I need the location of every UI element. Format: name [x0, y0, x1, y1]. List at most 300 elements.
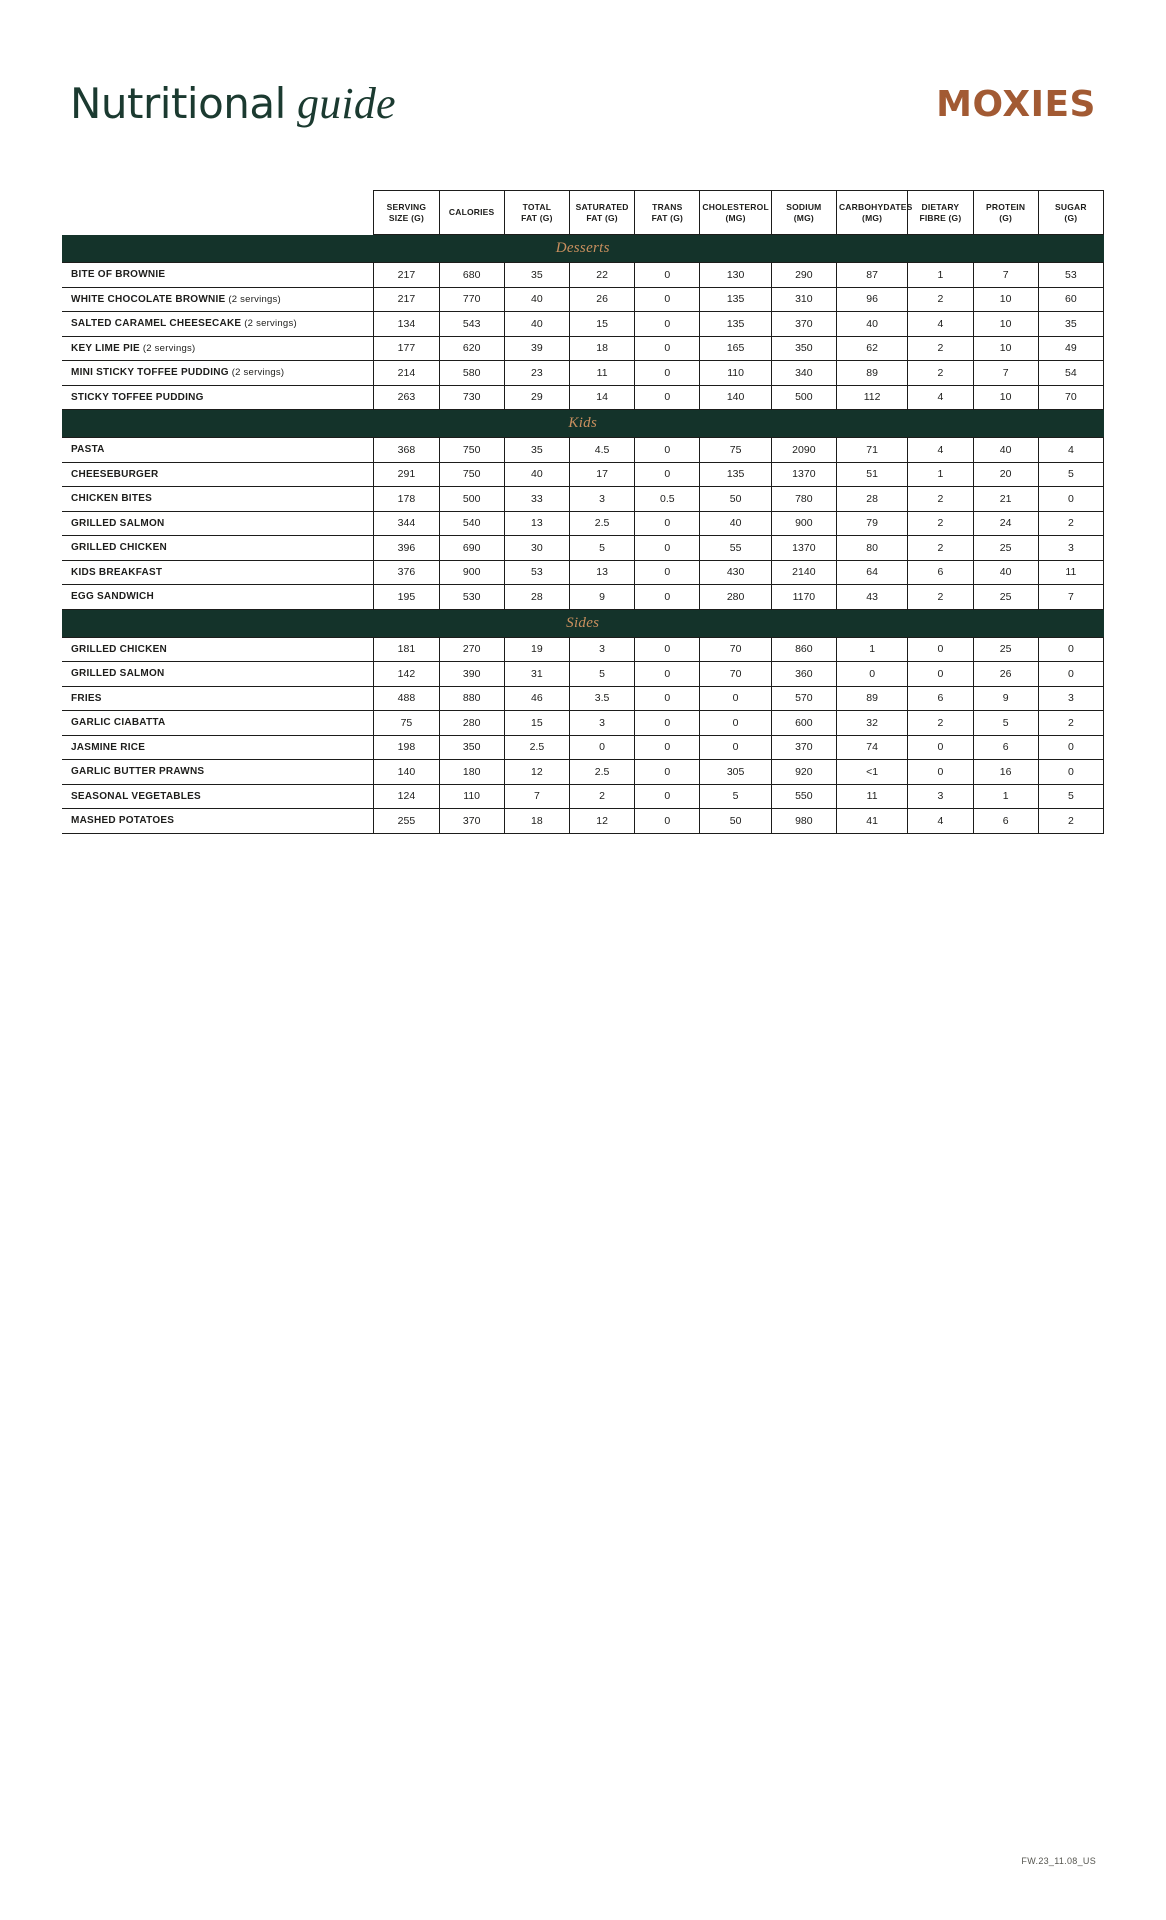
item-name: KEY LIME PIE (2 servings) — [62, 336, 374, 361]
item-value-11: 0 — [1038, 487, 1103, 512]
item-value-7: 370 — [771, 312, 836, 337]
item-value-1: 376 — [374, 560, 439, 585]
table-row — [62, 263, 1104, 288]
item-value-10: 25 — [973, 585, 1038, 610]
item-value-2: 370 — [439, 809, 504, 834]
item-value-6: 110 — [700, 361, 771, 386]
column-header-label: CALORIES — [448, 207, 495, 218]
item-name: SEASONAL VEGETABLES — [62, 784, 374, 809]
table-row — [62, 511, 1104, 536]
section-header-row — [62, 609, 1104, 637]
item-value-3: 53 — [504, 560, 569, 585]
item-value-10: 24 — [973, 511, 1038, 536]
item-value-9: 6 — [908, 560, 973, 585]
item-name: JASMINE RICE — [62, 735, 374, 760]
item-note: (2 servings) — [241, 318, 297, 330]
item-value-7: 2090 — [771, 438, 836, 463]
item-value-6: 70 — [700, 662, 771, 687]
item-value-7: 500 — [771, 385, 836, 410]
item-value-11: 5 — [1038, 462, 1103, 487]
item-value-2: 880 — [439, 686, 504, 711]
item-value-4: 5 — [569, 536, 634, 561]
column-header-label: TOTAL — [522, 201, 552, 212]
item-value-2: 580 — [439, 361, 504, 386]
item-value-3: 30 — [504, 536, 569, 561]
item-value-3: 15 — [504, 711, 569, 736]
item-value-4: 2.5 — [569, 760, 634, 785]
item-value-8: 43 — [836, 585, 907, 610]
item-value-10: 25 — [973, 637, 1038, 662]
item-value-10: 1 — [973, 784, 1038, 809]
item-name: WHITE CHOCOLATE BROWNIE (2 servings) — [62, 287, 374, 312]
column-header-2 — [439, 191, 504, 235]
item-value-1: 488 — [374, 686, 439, 711]
item-value-6: 40 — [700, 511, 771, 536]
column-header-unit: (MG) — [862, 212, 883, 223]
item-value-4: 11 — [569, 361, 634, 386]
item-value-5: 0 — [635, 735, 700, 760]
document-code: FW.23_11.08_US — [1021, 1856, 1096, 1866]
item-name: GARLIC CIABATTA — [62, 711, 374, 736]
item-value-11: 2 — [1038, 711, 1103, 736]
item-value-3: 13 — [504, 511, 569, 536]
column-header-unit: FAT (G) — [586, 212, 618, 223]
item-value-11: 2 — [1038, 809, 1103, 834]
item-value-7: 350 — [771, 336, 836, 361]
item-value-5: 0 — [635, 585, 700, 610]
column-header-4 — [569, 191, 634, 235]
item-value-7: 2140 — [771, 560, 836, 585]
item-name: BITE OF BROWNIE — [62, 263, 374, 288]
item-value-10: 21 — [973, 487, 1038, 512]
item-value-9: 0 — [908, 637, 973, 662]
item-value-6: 305 — [700, 760, 771, 785]
section-header-row — [62, 410, 1104, 438]
item-value-8: 89 — [836, 686, 907, 711]
item-value-6: 50 — [700, 809, 771, 834]
column-header-label: SODIUM — [786, 201, 822, 212]
item-value-10: 10 — [973, 287, 1038, 312]
table-row — [62, 287, 1104, 312]
table-row — [62, 760, 1104, 785]
item-value-9: 1 — [908, 263, 973, 288]
item-value-1: 255 — [374, 809, 439, 834]
item-value-9: 4 — [908, 809, 973, 834]
item-value-10: 5 — [973, 711, 1038, 736]
item-value-5: 0.5 — [635, 487, 700, 512]
item-value-8: 40 — [836, 312, 907, 337]
item-value-10: 10 — [973, 385, 1038, 410]
item-value-8: 89 — [836, 361, 907, 386]
table-row — [62, 784, 1104, 809]
column-header-label: CHOLESTEROL — [702, 201, 769, 212]
item-value-3: 46 — [504, 686, 569, 711]
item-value-7: 860 — [771, 637, 836, 662]
item-value-1: 217 — [374, 263, 439, 288]
item-value-10: 7 — [973, 263, 1038, 288]
item-value-10: 7 — [973, 361, 1038, 386]
item-value-5: 0 — [635, 760, 700, 785]
item-name: PASTA — [62, 438, 374, 463]
item-value-7: 780 — [771, 487, 836, 512]
item-value-11: 5 — [1038, 784, 1103, 809]
item-value-10: 10 — [973, 336, 1038, 361]
item-value-6: 0 — [700, 735, 771, 760]
item-name: EGG SANDWICH — [62, 585, 374, 610]
item-value-10: 6 — [973, 809, 1038, 834]
page-title-regular: Nutritional — [70, 79, 286, 128]
item-value-10: 40 — [973, 438, 1038, 463]
item-value-11: 7 — [1038, 585, 1103, 610]
item-value-2: 680 — [439, 263, 504, 288]
item-value-8: 74 — [836, 735, 907, 760]
column-header-8 — [836, 191, 913, 235]
item-value-8: 79 — [836, 511, 907, 536]
item-value-5: 0 — [635, 662, 700, 687]
item-value-4: 5 — [569, 662, 634, 687]
item-value-6: 135 — [700, 287, 771, 312]
item-value-1: 134 — [374, 312, 439, 337]
item-value-10: 6 — [973, 735, 1038, 760]
item-value-4: 3 — [569, 487, 634, 512]
column-header-10 — [973, 191, 1038, 235]
item-value-8: 64 — [836, 560, 907, 585]
item-value-3: 33 — [504, 487, 569, 512]
item-value-1: 368 — [374, 438, 439, 463]
item-value-11: 3 — [1038, 686, 1103, 711]
item-value-4: 15 — [569, 312, 634, 337]
item-name: MINI STICKY TOFFEE PUDDING (2 servings) — [62, 361, 374, 386]
item-value-4: 2 — [569, 784, 634, 809]
item-value-7: 550 — [771, 784, 836, 809]
table-row — [62, 312, 1104, 337]
item-value-8: 32 — [836, 711, 907, 736]
item-value-11: 49 — [1038, 336, 1103, 361]
item-value-2: 500 — [439, 487, 504, 512]
column-header-unit: (G) — [1064, 212, 1078, 223]
item-value-2: 270 — [439, 637, 504, 662]
table-row — [62, 336, 1104, 361]
item-value-11: 53 — [1038, 263, 1103, 288]
item-value-9: 2 — [908, 536, 973, 561]
column-header-7 — [771, 191, 836, 235]
item-value-2: 900 — [439, 560, 504, 585]
item-value-10: 25 — [973, 536, 1038, 561]
item-value-8: 0 — [836, 662, 907, 687]
item-value-8: 51 — [836, 462, 907, 487]
item-value-2: 730 — [439, 385, 504, 410]
item-value-1: 181 — [374, 637, 439, 662]
item-value-4: 2.5 — [569, 511, 634, 536]
item-value-7: 370 — [771, 735, 836, 760]
table-row — [62, 536, 1104, 561]
item-value-4: 3 — [569, 711, 634, 736]
item-value-4: 17 — [569, 462, 634, 487]
column-header-unit: FAT (G) — [521, 212, 553, 223]
item-value-6: 165 — [700, 336, 771, 361]
item-value-5: 0 — [635, 560, 700, 585]
item-value-3: 39 — [504, 336, 569, 361]
item-name: KIDS BREAKFAST — [62, 560, 374, 585]
item-value-6: 5 — [700, 784, 771, 809]
item-value-2: 750 — [439, 462, 504, 487]
item-value-5: 0 — [635, 511, 700, 536]
item-value-8: 71 — [836, 438, 907, 463]
item-value-2: 750 — [439, 438, 504, 463]
item-value-11: 35 — [1038, 312, 1103, 337]
item-value-1: 214 — [374, 361, 439, 386]
item-value-10: 10 — [973, 312, 1038, 337]
column-header-1 — [374, 191, 439, 235]
item-value-4: 12 — [569, 809, 634, 834]
item-value-9: 4 — [908, 438, 973, 463]
item-name: GRILLED CHICKEN — [62, 536, 374, 561]
item-value-4: 4.5 — [569, 438, 634, 463]
column-header-label: CARBOHYDATES — [838, 201, 913, 212]
item-value-1: 198 — [374, 735, 439, 760]
item-value-1: 75 — [374, 711, 439, 736]
item-value-2: 543 — [439, 312, 504, 337]
item-value-9: 2 — [908, 585, 973, 610]
item-value-9: 6 — [908, 686, 973, 711]
brand-logo: MOXIES — [936, 84, 1096, 125]
column-header-3 — [504, 191, 569, 235]
item-value-5: 0 — [635, 809, 700, 834]
table-row — [62, 711, 1104, 736]
item-value-5: 0 — [635, 361, 700, 386]
page-title-italic: guide — [297, 79, 396, 128]
item-value-2: 180 — [439, 760, 504, 785]
item-name: FRIES — [62, 686, 374, 711]
section-title: Kids — [62, 410, 1104, 438]
item-value-9: 2 — [908, 487, 973, 512]
item-value-4: 22 — [569, 263, 634, 288]
item-value-1: 142 — [374, 662, 439, 687]
column-header-label: DIETARY — [921, 201, 960, 212]
item-value-9: 4 — [908, 385, 973, 410]
item-value-2: 280 — [439, 711, 504, 736]
column-header-label: TRANS — [652, 201, 683, 212]
column-header-label: SERVING — [386, 201, 427, 212]
column-header-unit: FAT (G) — [651, 212, 684, 223]
item-value-3: 31 — [504, 662, 569, 687]
item-value-8: 96 — [836, 287, 907, 312]
header-blank-cell — [62, 191, 374, 235]
table-row — [62, 585, 1104, 610]
item-value-6: 70 — [700, 637, 771, 662]
item-value-11: 2 — [1038, 511, 1103, 536]
item-value-10: 26 — [973, 662, 1038, 687]
table-row — [62, 487, 1104, 512]
item-value-9: 0 — [908, 662, 973, 687]
item-value-3: 29 — [504, 385, 569, 410]
item-value-11: 0 — [1038, 637, 1103, 662]
item-value-3: 40 — [504, 312, 569, 337]
item-value-9: 0 — [908, 735, 973, 760]
column-header-label: SATURATED — [575, 201, 629, 212]
item-value-5: 0 — [635, 686, 700, 711]
item-value-4: 18 — [569, 336, 634, 361]
item-value-3: 2.5 — [504, 735, 569, 760]
item-value-1: 396 — [374, 536, 439, 561]
item-value-9: 1 — [908, 462, 973, 487]
item-value-4: 14 — [569, 385, 634, 410]
column-header-9 — [908, 191, 973, 235]
item-value-9: 0 — [908, 760, 973, 785]
table-row — [62, 560, 1104, 585]
item-value-10: 9 — [973, 686, 1038, 711]
item-value-7: 340 — [771, 361, 836, 386]
item-value-4: 26 — [569, 287, 634, 312]
item-value-7: 920 — [771, 760, 836, 785]
item-value-3: 18 — [504, 809, 569, 834]
section-title: Sides — [62, 609, 1104, 637]
item-value-8: 62 — [836, 336, 907, 361]
item-value-6: 55 — [700, 536, 771, 561]
item-value-8: 112 — [836, 385, 907, 410]
item-name: STICKY TOFFEE PUDDING — [62, 385, 374, 410]
item-value-2: 350 — [439, 735, 504, 760]
column-header-unit: SIZE (G) — [388, 212, 424, 223]
item-value-9: 2 — [908, 361, 973, 386]
section-title: Desserts — [62, 235, 1104, 263]
item-value-2: 110 — [439, 784, 504, 809]
item-value-8: 80 — [836, 536, 907, 561]
item-value-2: 770 — [439, 287, 504, 312]
item-value-6: 0 — [700, 686, 771, 711]
item-name: GRILLED SALMON — [62, 511, 374, 536]
table-header-row — [62, 191, 1104, 235]
item-value-3: 28 — [504, 585, 569, 610]
nutrition-table-wrapper — [62, 190, 1104, 834]
item-value-9: 2 — [908, 336, 973, 361]
table-row — [62, 462, 1104, 487]
item-value-6: 0 — [700, 711, 771, 736]
item-value-6: 50 — [700, 487, 771, 512]
item-value-5: 0 — [635, 263, 700, 288]
table-row — [62, 361, 1104, 386]
item-value-2: 530 — [439, 585, 504, 610]
item-value-2: 540 — [439, 511, 504, 536]
item-value-4: 13 — [569, 560, 634, 585]
item-value-3: 40 — [504, 462, 569, 487]
item-value-7: 570 — [771, 686, 836, 711]
item-value-11: 60 — [1038, 287, 1103, 312]
item-value-8: 28 — [836, 487, 907, 512]
item-name: MASHED POTATOES — [62, 809, 374, 834]
item-value-3: 7 — [504, 784, 569, 809]
item-value-11: 70 — [1038, 385, 1103, 410]
item-value-7: 1370 — [771, 536, 836, 561]
item-value-10: 40 — [973, 560, 1038, 585]
item-value-11: 4 — [1038, 438, 1103, 463]
item-value-11: 0 — [1038, 735, 1103, 760]
item-value-11: 3 — [1038, 536, 1103, 561]
item-value-6: 135 — [700, 462, 771, 487]
item-value-5: 0 — [635, 287, 700, 312]
item-value-9: 4 — [908, 312, 973, 337]
table-row — [62, 735, 1104, 760]
column-header-5 — [635, 191, 700, 235]
column-header-label: PROTEIN — [986, 201, 1026, 212]
column-header-label: SUGAR — [1055, 201, 1087, 212]
item-value-8: 87 — [836, 263, 907, 288]
item-value-4: 0 — [569, 735, 634, 760]
table-row — [62, 686, 1104, 711]
item-value-9: 2 — [908, 511, 973, 536]
item-value-7: 1370 — [771, 462, 836, 487]
item-value-1: 140 — [374, 760, 439, 785]
item-value-5: 0 — [635, 336, 700, 361]
item-value-3: 19 — [504, 637, 569, 662]
item-value-1: 124 — [374, 784, 439, 809]
item-value-8: 11 — [836, 784, 907, 809]
column-header-unit: (MG) — [793, 212, 814, 223]
item-value-5: 0 — [635, 438, 700, 463]
item-value-7: 600 — [771, 711, 836, 736]
item-value-11: 0 — [1038, 760, 1103, 785]
item-note: (2 servings) — [228, 367, 285, 379]
item-value-6: 430 — [700, 560, 771, 585]
item-value-3: 35 — [504, 263, 569, 288]
item-value-1: 344 — [374, 511, 439, 536]
item-value-4: 9 — [569, 585, 634, 610]
item-value-4: 3.5 — [569, 686, 634, 711]
item-value-1: 291 — [374, 462, 439, 487]
item-value-7: 290 — [771, 263, 836, 288]
item-value-3: 35 — [504, 438, 569, 463]
item-value-3: 40 — [504, 287, 569, 312]
item-value-3: 12 — [504, 760, 569, 785]
item-value-2: 390 — [439, 662, 504, 687]
item-value-4: 3 — [569, 637, 634, 662]
item-value-6: 130 — [700, 263, 771, 288]
item-value-5: 0 — [635, 462, 700, 487]
item-value-8: 41 — [836, 809, 907, 834]
item-value-11: 11 — [1038, 560, 1103, 585]
item-value-5: 0 — [635, 711, 700, 736]
table-row — [62, 662, 1104, 687]
table-body — [62, 235, 1104, 834]
item-value-6: 75 — [700, 438, 771, 463]
item-note: (2 servings) — [225, 293, 281, 305]
item-value-3: 23 — [504, 361, 569, 386]
item-value-9: 3 — [908, 784, 973, 809]
column-header-11 — [1038, 191, 1103, 235]
item-value-1: 178 — [374, 487, 439, 512]
item-value-7: 360 — [771, 662, 836, 687]
table-row — [62, 809, 1104, 834]
table-row — [62, 385, 1104, 410]
item-value-5: 0 — [635, 312, 700, 337]
item-value-5: 0 — [635, 385, 700, 410]
item-value-10: 20 — [973, 462, 1038, 487]
item-value-6: 135 — [700, 312, 771, 337]
item-value-5: 0 — [635, 637, 700, 662]
item-name: GARLIC BUTTER PRAWNS — [62, 760, 374, 785]
column-header-unit: FIBRE (G) — [919, 212, 962, 223]
item-name: GRILLED SALMON — [62, 662, 374, 687]
item-value-1: 195 — [374, 585, 439, 610]
item-value-7: 900 — [771, 511, 836, 536]
item-name: CHEESEBURGER — [62, 462, 374, 487]
item-value-10: 16 — [973, 760, 1038, 785]
nutrition-table — [62, 190, 1104, 834]
item-name: SALTED CARAMEL CHEESECAKE (2 servings) — [62, 312, 374, 337]
section-header-row — [62, 235, 1104, 263]
item-value-2: 620 — [439, 336, 504, 361]
item-value-1: 177 — [374, 336, 439, 361]
